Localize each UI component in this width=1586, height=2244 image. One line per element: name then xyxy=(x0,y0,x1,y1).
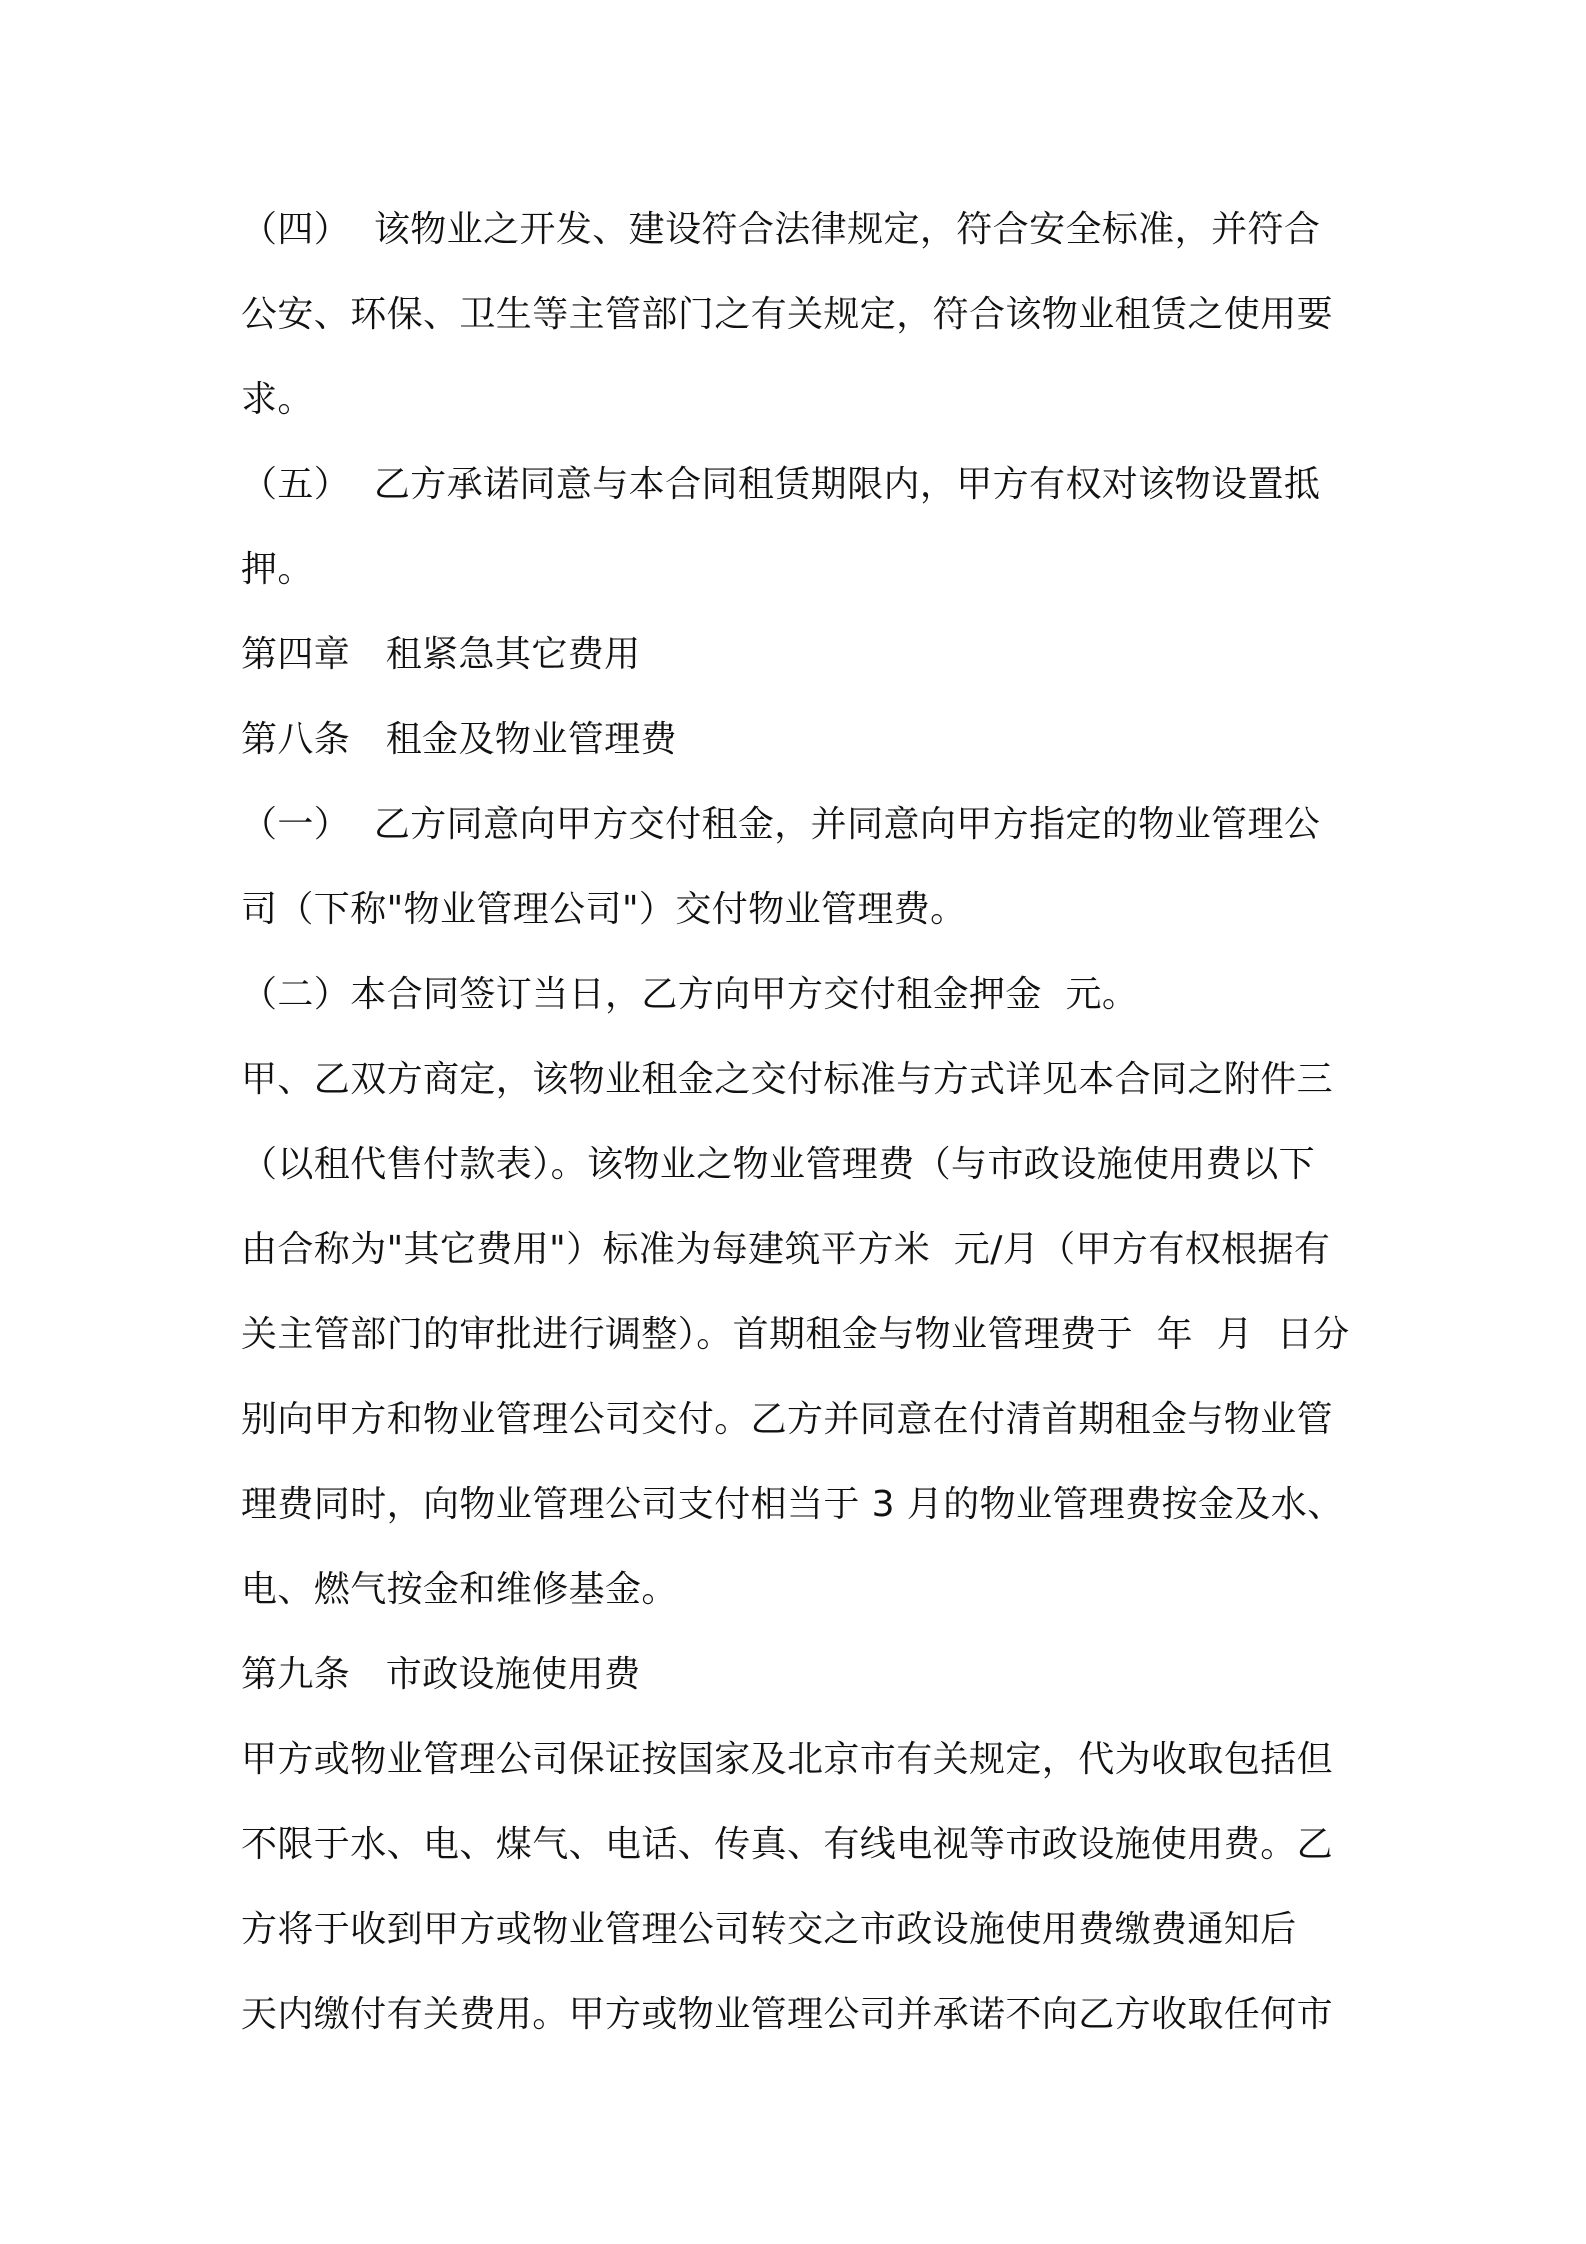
article-8-body-line-1: 甲、乙双方商定，该物业租金之交付标准与方式详见本合同之附件三 xyxy=(241,1059,1334,1100)
paragraph-item-5-line-1: （五） 乙方承诺同意与本合同租赁期限内，甲方有权对该物设置抵 xyxy=(241,464,1321,505)
article-9-body-line-2: 不限于水、电、煤气、电话、传真、有线电视等市政设施使用费。乙 xyxy=(241,1824,1334,1865)
paragraph-item-4-line-3: 求。 xyxy=(241,379,314,420)
paragraph-item-4-line-2: 公安、环保、卫生等主管部门之有关规定，符合该物业租赁之使用要 xyxy=(241,294,1334,335)
article-9-body-line-1: 甲方或物业管理公司保证按国家及北京市有关规定，代为收取包括但 xyxy=(241,1739,1334,1780)
paragraph-item-4-line-1: （四） 该物业之开发、建设符合法律规定，符合安全标准，并符合 xyxy=(241,209,1321,250)
article-9-heading: 第九条 市政设施使用费 xyxy=(241,1654,641,1695)
article-8-body-line-3: 由合称为"其它费用"）标准为每建筑平方米 元/月（甲方有权根据有 xyxy=(241,1229,1331,1270)
article-8-item-2: （二）本合同签订当日，乙方向甲方交付租金押金 元。 xyxy=(241,974,1139,1015)
article-8-body-line-4: 关主管部门的审批进行调整）。首期租金与物业管理费于 年 月 日分 xyxy=(241,1314,1350,1355)
article-8-item-1-line-1: （一） 乙方同意向甲方交付租金，并同意向甲方指定的物业管理公 xyxy=(241,804,1321,845)
article-8-body-line-6: 理费同时，向物业管理公司支付相当于 3 月的物业管理费按金及水、 xyxy=(241,1484,1344,1525)
article-9-body-line-4: 天内缴付有关费用。甲方或物业管理公司并承诺不向乙方收取任何市 xyxy=(241,1994,1334,2035)
article-8-body-line-5: 别向甲方和物业管理公司交付。乙方并同意在付清首期租金与物业管 xyxy=(241,1399,1334,1440)
paragraph-item-5-line-2: 押。 xyxy=(241,549,314,590)
article-9-body-line-3: 方将于收到甲方或物业管理公司转交之市政设施使用费缴费通知后 xyxy=(241,1909,1297,1950)
article-8-body-line-2: （以租代售付款表）。该物业之物业管理费（与市政设施使用费以下 xyxy=(241,1144,1316,1185)
article-8-heading: 第八条 租金及物业管理费 xyxy=(241,719,677,760)
article-8-item-1-line-2: 司（下称"物业管理公司"）交付物业管理费。 xyxy=(241,889,967,930)
chapter-4-heading: 第四章 租紧急其它费用 xyxy=(241,634,641,675)
article-8-body-line-7: 电、燃气按金和维修基金。 xyxy=(241,1569,678,1610)
